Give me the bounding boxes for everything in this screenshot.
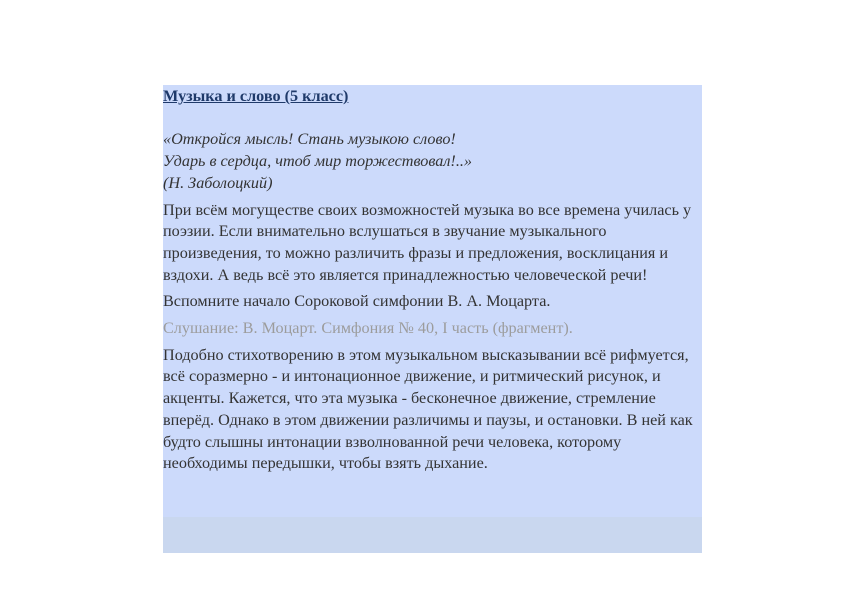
listening-note: Слушание: В. Моцарт. Симфония № 40, I часть (фрагмент). — [163, 319, 573, 338]
document-content — [163, 86, 702, 475]
paragraph-poetry: При всём могуществе своих возможностей музыка во все времена училась у поэзии. Если внимательно вслушаться в звучание музыкального произведения, то можно различить фразы и предложения, восклицания и вздохи. А ведь всё это является принадлежностью человеческой речи! — [163, 200, 692, 284]
paragraph-rhyme: Подобно стихотворению в этом музыкальном высказывании всё рифмуется, всё соразмерно - и интонационное движение, и ритмический рисунок, и акценты. Кажется, что эта музыка - бесконечное движение, стремление вперёд. Однако в этом движении различимы и паузы, и остановки. В ней как будто слышны интонации взволнованной речи человека, которому необходимы передышки, чтобы взять дыхание. — [163, 345, 693, 473]
epigraph — [163, 129, 702, 194]
paragraph-mozart: Вспомните начало Сороковой симфонии В. А. Моцарта. — [163, 292, 551, 311]
page-title: Музыка и слово (5 класс) — [163, 87, 349, 105]
epigraph-author: (Н. Заболоцкий) — [163, 173, 273, 192]
epigraph-line-2: Ударь в сердца, чтоб мир торжествовал!..» — [163, 152, 473, 171]
epigraph-line-1: «Откройся мысль! Стань музыкою слово! — [163, 130, 456, 149]
